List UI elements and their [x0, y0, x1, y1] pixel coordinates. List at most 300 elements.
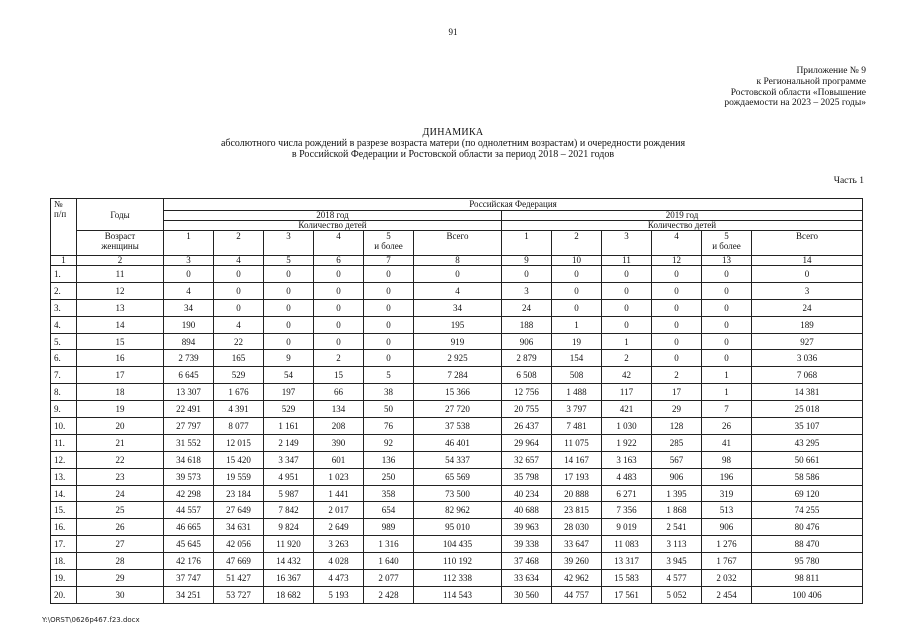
value-cell: 0 — [364, 282, 414, 299]
value-cell: 2 017 — [314, 502, 364, 519]
value-cell: 18 682 — [264, 586, 314, 603]
subheader-2019-col-3: 3 — [602, 231, 652, 256]
value-cell: 165 — [214, 350, 264, 367]
value-cell: 0 — [214, 282, 264, 299]
column-index-cell: 5 — [264, 256, 314, 266]
value-cell: 19 — [552, 333, 602, 350]
header-region: Российская Федерация — [164, 199, 863, 211]
value-cell: 28 030 — [552, 519, 602, 536]
age-cell: 29 — [77, 570, 164, 587]
value-cell: 508 — [552, 367, 602, 384]
value-cell: 15 — [314, 367, 364, 384]
row-number-cell: 19. — [51, 570, 77, 587]
value-cell: 0 — [552, 299, 602, 316]
value-cell: 654 — [364, 502, 414, 519]
value-cell: 358 — [364, 485, 414, 502]
value-cell: 4 951 — [264, 468, 314, 485]
value-cell: 3 797 — [552, 401, 602, 418]
value-cell: 1 640 — [364, 553, 414, 570]
value-cell: 197 — [264, 384, 314, 401]
value-cell: 0 — [702, 333, 752, 350]
value-cell: 95 010 — [414, 519, 502, 536]
value-cell: 0 — [602, 266, 652, 283]
value-cell: 23 815 — [552, 502, 602, 519]
value-cell: 34 251 — [164, 586, 214, 603]
subheader-2018-col-6: Всего — [414, 231, 502, 256]
value-cell: 112 338 — [414, 570, 502, 587]
row-number-cell: 2. — [51, 282, 77, 299]
value-cell: 188 — [502, 316, 552, 333]
value-cell: 0 — [364, 316, 414, 333]
value-cell: 29 — [652, 401, 702, 418]
value-cell: 2 649 — [314, 519, 364, 536]
value-cell: 189 — [752, 316, 863, 333]
value-cell: 95 780 — [752, 553, 863, 570]
value-cell: 0 — [702, 266, 752, 283]
value-cell: 39 260 — [552, 553, 602, 570]
column-index-cell: 8 — [414, 256, 502, 266]
value-cell: 6 508 — [502, 367, 552, 384]
value-cell: 0 — [264, 282, 314, 299]
value-cell: 5 052 — [652, 586, 702, 603]
value-cell: 15 366 — [414, 384, 502, 401]
age-cell: 13 — [77, 299, 164, 316]
column-index-cell: 4 — [214, 256, 264, 266]
value-cell: 11 920 — [264, 536, 314, 553]
value-cell: 0 — [364, 350, 414, 367]
value-cell: 35 798 — [502, 468, 552, 485]
column-index-cell: 14 — [752, 256, 863, 266]
value-cell: 100 406 — [752, 586, 863, 603]
value-cell: 15 583 — [602, 570, 652, 587]
value-cell: 0 — [264, 299, 314, 316]
value-cell: 196 — [702, 468, 752, 485]
value-cell: 20 755 — [502, 401, 552, 418]
value-cell: 6 645 — [164, 367, 214, 384]
value-cell: 0 — [364, 266, 414, 283]
value-cell: 27 649 — [214, 502, 264, 519]
value-cell: 2 925 — [414, 350, 502, 367]
appendix-note — [646, 66, 866, 109]
value-cell: 40 688 — [502, 502, 552, 519]
value-cell: 34 618 — [164, 451, 214, 468]
age-cell: 14 — [77, 316, 164, 333]
value-cell: 44 557 — [164, 502, 214, 519]
value-cell: 0 — [652, 299, 702, 316]
age-cell: 15 — [77, 333, 164, 350]
column-index-cell: 6 — [314, 256, 364, 266]
age-cell: 16 — [77, 350, 164, 367]
table-row — [51, 333, 863, 350]
subheader-2019-col-4: 4 — [652, 231, 702, 256]
value-cell: 1 922 — [602, 434, 652, 451]
value-cell: 906 — [652, 468, 702, 485]
value-cell: 7 481 — [552, 418, 602, 435]
column-index-cell: 12 — [652, 256, 702, 266]
value-cell: 894 — [164, 333, 214, 350]
table-row — [51, 451, 863, 468]
value-cell: 0 — [502, 266, 552, 283]
value-cell: 42 — [602, 367, 652, 384]
value-cell: 88 470 — [752, 536, 863, 553]
value-cell: 46 665 — [164, 519, 214, 536]
value-cell: 2 541 — [652, 519, 702, 536]
row-number-cell: 17. — [51, 536, 77, 553]
value-cell: 3 347 — [264, 451, 314, 468]
value-cell: 2 428 — [364, 586, 414, 603]
table-row — [51, 468, 863, 485]
children-count-2019: Количество детей — [502, 220, 862, 230]
value-cell: 319 — [702, 485, 752, 502]
header-age: Возраст женщины — [77, 231, 164, 256]
value-cell: 9 — [264, 350, 314, 367]
value-cell: 7 356 — [602, 502, 652, 519]
year-2019-label: 2019 год — [665, 210, 699, 220]
value-cell: 42 176 — [164, 553, 214, 570]
value-cell: 31 552 — [164, 434, 214, 451]
part-label: Часть 1 — [833, 176, 864, 186]
value-cell: 5 — [364, 367, 414, 384]
value-cell: 3 263 — [314, 536, 364, 553]
value-cell: 1 316 — [364, 536, 414, 553]
value-cell: 2 149 — [264, 434, 314, 451]
value-cell: 22 — [214, 333, 264, 350]
value-cell: 2 032 — [702, 570, 752, 587]
value-cell: 0 — [364, 299, 414, 316]
row-number-cell: 4. — [51, 316, 77, 333]
row-number-cell: 20. — [51, 586, 77, 603]
age-cell: 12 — [77, 282, 164, 299]
row-number-cell: 1. — [51, 266, 77, 283]
value-cell: 1 — [702, 367, 752, 384]
value-cell: 39 338 — [502, 536, 552, 553]
value-cell: 0 — [414, 266, 502, 283]
value-cell: 1 868 — [652, 502, 702, 519]
table-row — [51, 350, 863, 367]
value-cell: 9 019 — [602, 519, 652, 536]
column-index-row — [51, 256, 863, 266]
value-cell: 285 — [652, 434, 702, 451]
births-table — [50, 198, 863, 604]
value-cell: 3 945 — [652, 553, 702, 570]
table-row — [51, 586, 863, 603]
value-cell: 0 — [264, 333, 314, 350]
title-line-1: ДИНАМИКА — [422, 127, 484, 138]
value-cell: 529 — [264, 401, 314, 418]
value-cell: 50 — [364, 401, 414, 418]
value-cell: 26 — [702, 418, 752, 435]
value-cell: 2 077 — [364, 570, 414, 587]
value-cell: 0 — [602, 299, 652, 316]
value-cell: 7 284 — [414, 367, 502, 384]
value-cell: 12 756 — [502, 384, 552, 401]
header-number: № п/п — [51, 199, 77, 256]
value-cell: 22 491 — [164, 401, 214, 418]
row-number-cell: 7. — [51, 367, 77, 384]
column-index-cell: 3 — [164, 256, 214, 266]
age-cell: 17 — [77, 367, 164, 384]
value-cell: 104 435 — [414, 536, 502, 553]
value-cell: 39 963 — [502, 519, 552, 536]
value-cell: 134 — [314, 401, 364, 418]
value-cell: 906 — [702, 519, 752, 536]
year-2018-label: 2018 год — [316, 210, 349, 220]
value-cell: 13 317 — [602, 553, 652, 570]
value-cell: 4 — [164, 282, 214, 299]
subheader-2018-col-4: 4 — [314, 231, 364, 256]
row-number-cell: 3. — [51, 299, 77, 316]
subheader-2019-col-5: 5 и более — [702, 231, 752, 256]
value-cell: 2 454 — [702, 586, 752, 603]
value-cell: 128 — [652, 418, 702, 435]
value-cell: 567 — [652, 451, 702, 468]
value-cell: 53 727 — [214, 586, 264, 603]
value-cell: 0 — [652, 316, 702, 333]
row-number-cell: 18. — [51, 553, 77, 570]
value-cell: 4 391 — [214, 401, 264, 418]
subheader-2018-col-2: 2 — [214, 231, 264, 256]
value-cell: 17 561 — [602, 586, 652, 603]
row-number-cell: 9. — [51, 401, 77, 418]
value-cell: 208 — [314, 418, 364, 435]
row-number-cell: 5. — [51, 333, 77, 350]
value-cell: 0 — [602, 316, 652, 333]
value-cell: 37 747 — [164, 570, 214, 587]
value-cell: 12 015 — [214, 434, 264, 451]
value-cell: 136 — [364, 451, 414, 468]
header-year-2019 — [502, 211, 863, 231]
value-cell: 11 083 — [602, 536, 652, 553]
value-cell: 54 337 — [414, 451, 502, 468]
value-cell: 98 — [702, 451, 752, 468]
value-cell: 66 — [314, 384, 364, 401]
column-index-cell: 2 — [77, 256, 164, 266]
value-cell: 0 — [214, 299, 264, 316]
value-cell: 154 — [552, 350, 602, 367]
value-cell: 37 538 — [414, 418, 502, 435]
value-cell: 42 298 — [164, 485, 214, 502]
table-row — [51, 266, 863, 283]
value-cell: 65 569 — [414, 468, 502, 485]
value-cell: 989 — [364, 519, 414, 536]
value-cell: 1 767 — [702, 553, 752, 570]
value-cell: 0 — [752, 266, 863, 283]
value-cell: 7 — [702, 401, 752, 418]
value-cell: 44 757 — [552, 586, 602, 603]
table-row — [51, 434, 863, 451]
table-row — [51, 282, 863, 299]
value-cell: 2 — [652, 367, 702, 384]
table-row — [51, 570, 863, 587]
value-cell: 0 — [652, 282, 702, 299]
value-cell: 9 824 — [264, 519, 314, 536]
value-cell: 16 367 — [264, 570, 314, 587]
title-line-3: в Российской Федерации и Ростовской области за период 2018 – 2021 годов — [291, 149, 615, 160]
value-cell: 2 879 — [502, 350, 552, 367]
subheader-2018-col-1: 1 — [164, 231, 214, 256]
value-cell: 54 — [264, 367, 314, 384]
value-cell: 0 — [314, 316, 364, 333]
value-cell: 4 577 — [652, 570, 702, 587]
table-row — [51, 519, 863, 536]
value-cell: 0 — [702, 316, 752, 333]
row-number-cell: 14. — [51, 485, 77, 502]
value-cell: 390 — [314, 434, 364, 451]
row-number-cell: 11. — [51, 434, 77, 451]
value-cell: 2 — [314, 350, 364, 367]
value-cell: 46 401 — [414, 434, 502, 451]
value-cell: 3 — [752, 282, 863, 299]
value-cell: 29 964 — [502, 434, 552, 451]
subheader-2019-col-2: 2 — [552, 231, 602, 256]
age-cell: 24 — [77, 485, 164, 502]
value-cell: 0 — [552, 282, 602, 299]
value-cell: 1 676 — [214, 384, 264, 401]
column-index-cell: 13 — [702, 256, 752, 266]
value-cell: 76 — [364, 418, 414, 435]
value-cell: 34 631 — [214, 519, 264, 536]
value-cell: 80 476 — [752, 519, 863, 536]
row-number-cell: 15. — [51, 502, 77, 519]
value-cell: 0 — [264, 316, 314, 333]
row-number-cell: 8. — [51, 384, 77, 401]
age-cell: 22 — [77, 451, 164, 468]
age-cell: 25 — [77, 502, 164, 519]
column-index-cell: 10 — [552, 256, 602, 266]
age-cell: 21 — [77, 434, 164, 451]
value-cell: 0 — [552, 266, 602, 283]
row-number-cell: 12. — [51, 451, 77, 468]
value-cell: 0 — [652, 333, 702, 350]
value-cell: 11 075 — [552, 434, 602, 451]
value-cell: 14 381 — [752, 384, 863, 401]
row-number-cell: 10. — [51, 418, 77, 435]
value-cell: 13 307 — [164, 384, 214, 401]
age-cell: 19 — [77, 401, 164, 418]
age-cell: 23 — [77, 468, 164, 485]
value-cell: 34 — [414, 299, 502, 316]
value-cell: 15 420 — [214, 451, 264, 468]
appendix-line-1: Приложение № 9 — [796, 66, 866, 76]
row-number-cell: 16. — [51, 519, 77, 536]
header-year-2018 — [164, 211, 502, 231]
value-cell: 32 657 — [502, 451, 552, 468]
value-cell: 43 295 — [752, 434, 863, 451]
value-cell: 1 488 — [552, 384, 602, 401]
table-row — [51, 316, 863, 333]
value-cell: 4 473 — [314, 570, 364, 587]
value-cell: 0 — [314, 282, 364, 299]
value-cell: 41 — [702, 434, 752, 451]
value-cell: 0 — [164, 266, 214, 283]
value-cell: 4 028 — [314, 553, 364, 570]
subheader-2019-col-1: 1 — [502, 231, 552, 256]
value-cell: 73 500 — [414, 485, 502, 502]
value-cell: 0 — [702, 350, 752, 367]
value-cell: 4 483 — [602, 468, 652, 485]
table-row — [51, 553, 863, 570]
column-index-cell: 9 — [502, 256, 552, 266]
value-cell: 7 068 — [752, 367, 863, 384]
age-cell: 27 — [77, 536, 164, 553]
value-cell: 40 234 — [502, 485, 552, 502]
value-cell: 0 — [652, 266, 702, 283]
value-cell: 0 — [314, 299, 364, 316]
value-cell: 0 — [314, 333, 364, 350]
subheader-2018-col-5: 5 и более — [364, 231, 414, 256]
value-cell: 0 — [264, 266, 314, 283]
value-cell: 98 811 — [752, 570, 863, 587]
value-cell: 25 018 — [752, 401, 863, 418]
value-cell: 17 193 — [552, 468, 602, 485]
value-cell: 919 — [414, 333, 502, 350]
value-cell: 17 — [652, 384, 702, 401]
value-cell: 39 573 — [164, 468, 214, 485]
value-cell: 30 560 — [502, 586, 552, 603]
value-cell: 51 427 — [214, 570, 264, 587]
value-cell: 4 — [214, 316, 264, 333]
value-cell: 250 — [364, 468, 414, 485]
value-cell: 110 192 — [414, 553, 502, 570]
value-cell: 27 797 — [164, 418, 214, 435]
value-cell: 5 193 — [314, 586, 364, 603]
table-row — [51, 485, 863, 502]
table-row — [51, 536, 863, 553]
appendix-line-3: Ростовской области «Повышение — [730, 87, 866, 98]
value-cell: 24 — [752, 299, 863, 316]
value-cell: 513 — [702, 502, 752, 519]
value-cell: 906 — [502, 333, 552, 350]
value-cell: 1 — [552, 316, 602, 333]
value-cell: 50 661 — [752, 451, 863, 468]
column-index-cell: 11 — [602, 256, 652, 266]
value-cell: 37 468 — [502, 553, 552, 570]
value-cell: 38 — [364, 384, 414, 401]
value-cell: 195 — [414, 316, 502, 333]
age-cell: 11 — [77, 266, 164, 283]
row-number-cell: 13. — [51, 468, 77, 485]
value-cell: 117 — [602, 384, 652, 401]
value-cell: 1 161 — [264, 418, 314, 435]
appendix-line-2: к Региональной программе — [756, 76, 866, 87]
value-cell: 0 — [702, 299, 752, 316]
value-cell: 0 — [652, 350, 702, 367]
value-cell: 23 184 — [214, 485, 264, 502]
value-cell: 47 669 — [214, 553, 264, 570]
value-cell: 927 — [752, 333, 863, 350]
value-cell: 35 107 — [752, 418, 863, 435]
title-line-2: абсолютного числа рождений в разрезе возраста матери (по однолетним возрастам) и очередности рождения — [220, 138, 686, 149]
file-path-footer: Y:\ORST\0626p467.f23.docx — [42, 616, 140, 624]
value-cell: 58 586 — [752, 468, 863, 485]
value-cell: 114 543 — [414, 586, 502, 603]
value-cell: 33 634 — [502, 570, 552, 587]
value-cell: 421 — [602, 401, 652, 418]
age-cell: 30 — [77, 586, 164, 603]
value-cell: 3 113 — [652, 536, 702, 553]
subheader-2019-col-6: Всего — [752, 231, 863, 256]
header-years: Годы — [77, 199, 164, 231]
value-cell: 45 645 — [164, 536, 214, 553]
value-cell: 3 036 — [752, 350, 863, 367]
value-cell: 74 255 — [752, 502, 863, 519]
table-row — [51, 418, 863, 435]
value-cell: 8 077 — [214, 418, 264, 435]
value-cell: 4 — [414, 282, 502, 299]
value-cell: 33 647 — [552, 536, 602, 553]
value-cell: 34 — [164, 299, 214, 316]
value-cell: 82 962 — [414, 502, 502, 519]
